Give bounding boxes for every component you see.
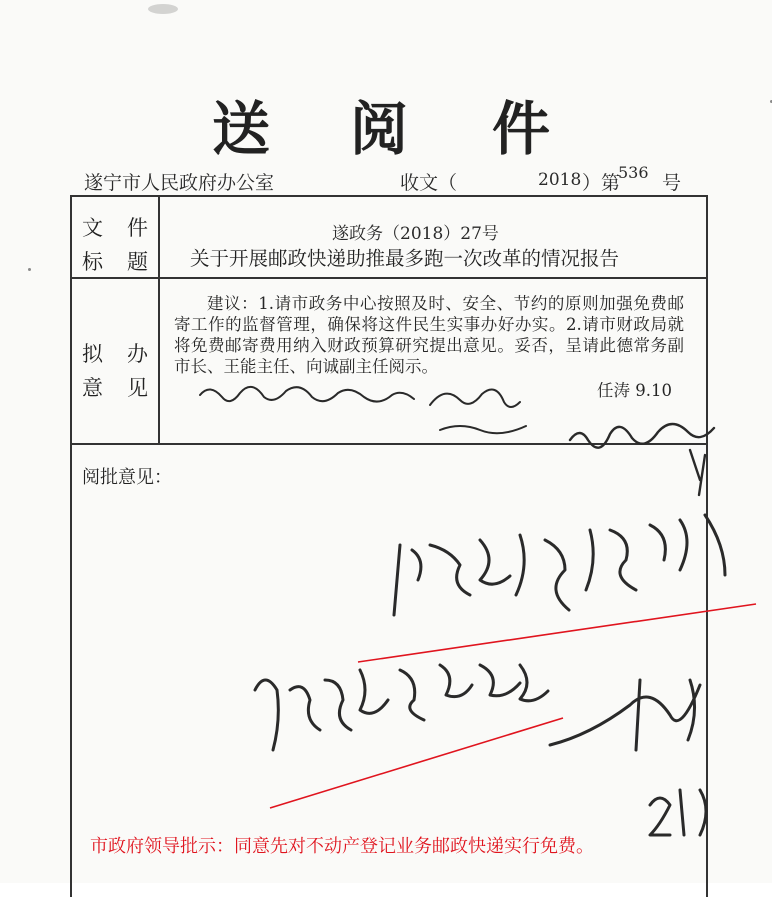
proposal-label: 拟 办 意 见 — [82, 342, 148, 400]
handwritten-instruction-1 — [394, 515, 725, 615]
handwritten-date — [650, 790, 706, 835]
receipt-number: 536 — [618, 163, 649, 182]
red-annotation-line — [270, 718, 563, 808]
proposal-text: 建议：1.请市政务中心按照及时、安全、节约的原则加强免费邮寄工作的监督管理，确保将这件民生实事办好办实。2.请市财政局就将免费邮寄费用纳入财政预算研究提出意见。妥否，呈请此德常务副市长、王能主任、向诚副主任阅示。 — [174, 294, 684, 376]
issuing-office: 遂宁市人民政府办公室 — [84, 172, 275, 194]
title-char: 阅 — [350, 95, 411, 163]
receipt-label: 收文（ — [400, 172, 458, 194]
handwritten-signature-2 — [570, 424, 714, 495]
handwritten-instruction-2 — [255, 665, 548, 750]
document-number: 遂政务（2018）27号 — [332, 224, 499, 244]
receipt-mid: ）第 — [582, 172, 621, 194]
file-title-label: 文 件 标 题 — [82, 216, 148, 274]
proposal-signer: 任涛 9.10 — [597, 381, 672, 400]
title-char: 送 — [212, 95, 273, 163]
leader-approval-annotation: 市政府领导批示：同意先对不动产登记业务邮政快递实行免费。 — [90, 836, 594, 857]
handwritten-note-line-1 — [200, 387, 414, 402]
red-annotation-line — [358, 604, 756, 662]
receipt-suffix: 号 — [662, 172, 682, 194]
handwritten-signature-1 — [430, 390, 526, 434]
title-char: 件 — [492, 95, 553, 163]
review-opinion-label: 阅批意见： — [82, 467, 172, 488]
receipt-year: 2018 — [538, 170, 582, 190]
handwritten-signature-3 — [550, 680, 700, 750]
document-subject: 关于开展邮政快递助推最多跑一次改革的情况报告 — [190, 247, 620, 270]
